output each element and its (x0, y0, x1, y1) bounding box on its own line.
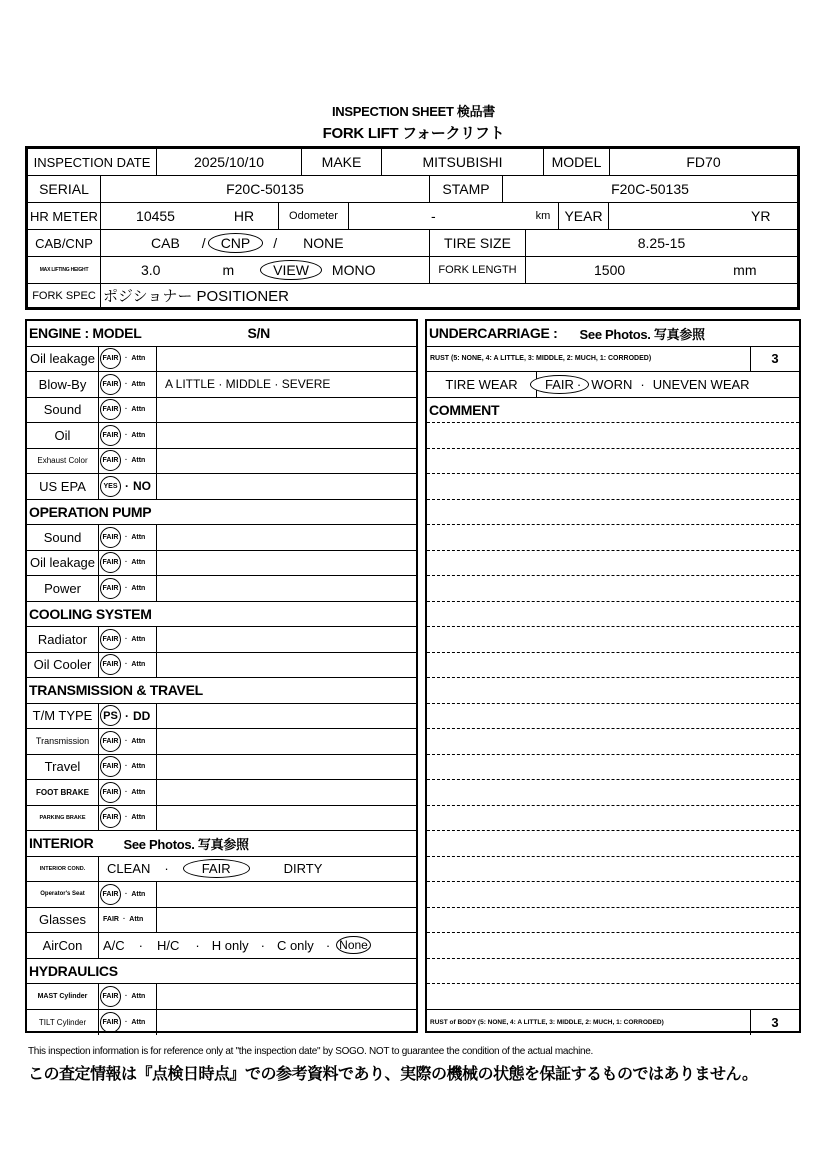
fair-option[interactable]: FAIR (103, 916, 119, 924)
disclaimer-japanese: この査定情報は『点検日時点』での参考資料であり、実際の機械の状態を保証するものではありません。 (28, 1066, 758, 1083)
row-label: INTERIOR COND. (27, 857, 99, 882)
engine-header-label: ENGINE : MODEL (29, 325, 142, 342)
comment-line-last[interactable] (427, 984, 799, 1010)
blow-by-severity-options[interactable]: A LITTLE · MIDDLE · SEVERE (165, 377, 331, 392)
tire-wear-option-worn[interactable]: WORN (591, 376, 633, 392)
odometer-value: - (348, 203, 528, 229)
comment-line[interactable] (427, 780, 799, 806)
fair-selected[interactable]: FAIR (100, 425, 121, 446)
rust-label: RUST (5: NONE, 4: A LITTLE, 3: MIDDLE, 2: MUCH, 1: CORRODED) (427, 347, 751, 372)
fair-selected[interactable]: FAIR (100, 348, 121, 369)
hydraulics-section-header: HYDRAULICS (27, 959, 416, 985)
undercarriage-label: UNDERCARRIAGE : (429, 325, 558, 342)
comment-line[interactable] (427, 551, 799, 577)
tire-size-label: TIRE SIZE (429, 230, 525, 256)
sheet-subtitle: FORK LIFT フォークリフト (322, 125, 505, 142)
row-label: Operator's Seat (27, 882, 99, 907)
fair-selected[interactable]: FAIR (100, 629, 121, 650)
comment-line[interactable] (427, 627, 799, 653)
yes-selected[interactable]: YES (100, 476, 121, 497)
hydraulics-row-mast (27, 984, 416, 1010)
fair-selected[interactable]: FAIR (100, 374, 121, 395)
fair-selected[interactable]: FAIR (100, 527, 121, 548)
fair-selected[interactable]: FAIR (100, 807, 121, 828)
comment-line[interactable] (427, 423, 799, 449)
fair-attn-choice: FAIR · Attn (99, 627, 157, 652)
attn-option[interactable]: Attn (131, 457, 146, 465)
odometer-label: Odometer (278, 203, 348, 229)
comment-line[interactable] (427, 525, 799, 551)
fair-attn-choice: FAIR · Attn (99, 449, 157, 474)
row-label: Power (27, 576, 99, 601)
fair-selected[interactable]: FAIR (100, 782, 121, 803)
row-label: Sound (27, 525, 99, 550)
trans-row-transmission (27, 729, 416, 755)
fair-attn-choice: FAIR · Attn (99, 729, 157, 754)
comment-line[interactable] (427, 857, 799, 883)
row-label: Oil (27, 423, 99, 448)
cab-separator: / (201, 235, 206, 251)
rust-body-row (427, 1010, 799, 1036)
header-row-fork-spec (28, 284, 797, 307)
fork-length-cell (525, 257, 797, 283)
attn-option[interactable]: Attn (131, 992, 146, 1000)
cooling-section-header: COOLING SYSTEM (27, 602, 416, 628)
fair-attn-choice: FAIR · Attn (99, 908, 157, 933)
fair-attn-choice: FAIR · Attn (99, 576, 157, 601)
fork-spec-value: ポジショナー POSITIONER (100, 284, 797, 307)
attn-option[interactable]: Attn (131, 559, 146, 567)
fair-selected[interactable]: FAIR (100, 450, 121, 471)
attn-option[interactable]: Attn (131, 890, 146, 898)
serial-value: F20C-50135 (100, 176, 429, 202)
engine-sn-label: S/N (247, 325, 270, 342)
cab-separator: / (273, 235, 278, 251)
pump-section-header: OPERATION PUMP (27, 500, 416, 526)
cooling-row-oil-cooler (27, 653, 416, 679)
row-detail (157, 398, 416, 423)
engine-row-oil (27, 423, 416, 449)
cab-label: CAB/CNP (35, 235, 93, 251)
interior-option-fair-selected[interactable]: FAIR (183, 859, 250, 878)
comment-line[interactable] (427, 755, 799, 781)
attn-option[interactable]: Attn (131, 406, 146, 414)
inspection-date-label: INSPECTION DATE (33, 154, 151, 170)
rust-row (427, 347, 799, 373)
attn-option[interactable]: Attn (131, 763, 146, 771)
odometer-unit: km (535, 210, 551, 222)
attn-option[interactable]: Attn (131, 814, 146, 822)
row-detail (157, 729, 416, 754)
comment-line[interactable] (427, 678, 799, 704)
attn-option[interactable]: Attn (131, 355, 146, 363)
comment-line[interactable] (427, 933, 799, 959)
row-detail (157, 347, 416, 372)
fair-selected[interactable]: FAIR (100, 578, 121, 599)
fair-selected[interactable]: FAIR (100, 884, 121, 905)
fair-attn-choice: FAIR · Attn (99, 525, 157, 550)
fair-selected[interactable]: FAIR (100, 399, 121, 420)
row-detail (157, 806, 416, 831)
interior-row-aircon (27, 933, 416, 959)
yes-no-choice: YES · NO (99, 474, 157, 499)
model-label: MODEL (543, 149, 609, 175)
tire-wear-label: TIRE WEAR (427, 372, 537, 397)
row-detail (157, 704, 416, 729)
header-row-meter (28, 203, 797, 230)
interior-option-clean[interactable]: CLEAN (107, 861, 151, 877)
attn-option[interactable]: Attn (131, 635, 146, 643)
row-label: AirCon (27, 933, 99, 958)
fair-attn-choice: FAIR · Attn (99, 347, 157, 372)
fork-spec-label: FORK SPEC (32, 289, 96, 302)
cab-option-cab[interactable]: CAB (151, 235, 180, 251)
row-label: Radiator (27, 627, 99, 652)
row-detail (157, 525, 416, 550)
header-row-date (28, 149, 797, 176)
pump-row-power (27, 576, 416, 602)
hr-unit: HR (233, 208, 255, 224)
row-label: Glasses (27, 908, 99, 933)
comment-line[interactable] (427, 449, 799, 475)
inspection-date-value: 2025/10/10 (156, 149, 301, 175)
row-detail (157, 780, 416, 805)
header-row-serial (28, 176, 797, 203)
comment-header: COMMENT (427, 398, 799, 424)
fair-attn-choice: FAIR · Attn (99, 984, 157, 1009)
interior-row-seat (27, 882, 416, 908)
aircon-option-hc[interactable]: H/C (157, 937, 180, 953)
engine-row-us-epa (27, 474, 416, 500)
cab-option-none[interactable]: NONE (303, 235, 344, 251)
no-option[interactable]: NO (133, 479, 151, 494)
aircon-option-none-selected[interactable]: None (336, 936, 371, 954)
row-label: Sound (27, 398, 99, 423)
header-row-lift (28, 257, 797, 284)
row-detail (157, 1010, 416, 1036)
attn-option[interactable]: Attn (129, 916, 144, 924)
row-label: Transmission (27, 729, 99, 754)
aircon-option-h-only[interactable]: H only (211, 937, 249, 953)
mast-option-mono[interactable]: MONO (331, 262, 376, 278)
fair-attn-choice: FAIR · Attn (99, 398, 157, 423)
fair-attn-choice: FAIR · Attn (99, 423, 157, 448)
cooling-row-radiator (27, 627, 416, 653)
row-detail (157, 882, 416, 907)
engine-section-header (27, 321, 416, 347)
transmission-section-header: TRANSMISSION & TRAVEL (27, 678, 416, 704)
tire-wear-row (427, 372, 799, 398)
tire-wear-option-uneven[interactable]: UNEVEN WEAR (652, 376, 750, 392)
fair-selected[interactable]: FAIR (100, 1012, 121, 1033)
stamp-value: F20C-50135 (502, 176, 797, 202)
year-label: YEAR (558, 203, 608, 229)
max-lift-value: 3.0 (141, 262, 161, 278)
comment-line[interactable] (427, 474, 799, 500)
comment-line[interactable] (427, 653, 799, 679)
row-label: Travel (27, 755, 99, 780)
engine-row-blow-by (27, 372, 416, 398)
row-detail (157, 908, 416, 933)
dd-option[interactable]: DD (133, 708, 151, 723)
undercarriage-section-header (427, 321, 799, 347)
row-label: Oil Cooler (27, 653, 99, 678)
comment-line[interactable] (427, 831, 799, 857)
max-lift-unit: m (222, 262, 235, 278)
attn-option[interactable]: Attn (131, 737, 146, 745)
fair-attn-choice: FAIR · Attn (99, 780, 157, 805)
row-label: Oil leakage (27, 347, 99, 372)
interior-cond-options: CLEAN · FAIR DIRTY (107, 861, 323, 877)
comment-line[interactable] (427, 602, 799, 628)
hr-meter-label: HR METER (30, 208, 98, 224)
right-panel (425, 319, 801, 1033)
make-label: MAKE (301, 149, 381, 175)
row-detail (157, 474, 416, 499)
attn-option[interactable]: Attn (131, 661, 146, 669)
row-label: PARKING BRAKE (27, 806, 99, 831)
row-label: Exhaust Color (27, 449, 99, 474)
aircon-option-c-only[interactable]: C only (276, 937, 314, 953)
make-value: MITSUBISHI (381, 149, 543, 175)
attn-option[interactable]: Attn (131, 1018, 146, 1026)
cab-option-cnp-selected[interactable]: CNP (208, 233, 264, 253)
mast-option-view-selected[interactable]: VIEW (260, 260, 322, 280)
row-label: TILT Cylinder (27, 1010, 99, 1036)
pump-row-sound (27, 525, 416, 551)
row-detail (157, 449, 416, 474)
row-label: Blow-By (27, 372, 99, 397)
fair-selected[interactable]: FAIR (100, 654, 121, 675)
tire-size-value: 8.25-15 (525, 230, 797, 256)
ps-selected[interactable]: PS (100, 705, 121, 726)
max-lift-label: MAX LIFTING HEIGHT (39, 267, 89, 273)
row-detail (157, 755, 416, 780)
fair-attn-choice: FAIR · Attn (99, 755, 157, 780)
row-detail (157, 551, 416, 576)
row-label: FOOT BRAKE (27, 780, 99, 805)
sheet-title: INSPECTION SHEET 検品書 (331, 104, 496, 119)
year-value (608, 203, 797, 229)
interior-row-cond (27, 857, 416, 883)
fair-selected[interactable]: FAIR (100, 552, 121, 573)
max-lift-options (100, 257, 429, 283)
comment-line[interactable] (427, 806, 799, 832)
engine-row-exhaust-color (27, 449, 416, 475)
row-detail (157, 423, 416, 448)
interior-option-dirty[interactable]: DIRTY (283, 861, 323, 877)
row-label: Oil leakage (27, 551, 99, 576)
comment-line[interactable] (427, 908, 799, 934)
row-detail (157, 984, 416, 1009)
fair-attn-choice: FAIR · Attn (99, 1010, 157, 1036)
header-table (25, 146, 800, 310)
rust-value[interactable]: 3 (771, 351, 779, 367)
trans-row-foot-brake (27, 780, 416, 806)
row-detail (157, 653, 416, 678)
row-label: MAST Cylinder (27, 984, 99, 1009)
attn-option[interactable]: Attn (131, 431, 146, 439)
year-unit: YR (751, 208, 771, 224)
serial-label: SERIAL (39, 181, 89, 197)
fork-length-value: 1500 (594, 262, 626, 278)
fair-selected[interactable]: FAIR (100, 731, 121, 752)
comment-line[interactable] (427, 729, 799, 755)
fair-selected[interactable]: FAIR (100, 986, 121, 1007)
comment-line[interactable] (427, 704, 799, 730)
aircon-options: A/C · H/C · H only · C only · None (99, 933, 416, 958)
interior-header-label: INTERIOR (29, 835, 94, 852)
engine-row-sound (27, 398, 416, 424)
aircon-option-ac[interactable]: A/C (103, 937, 125, 953)
hr-meter-value: 10455 (100, 203, 210, 229)
hydraulics-row-tilt (27, 1010, 416, 1036)
fair-attn-choice: FAIR · Attn (99, 806, 157, 831)
comment-line[interactable] (427, 959, 799, 985)
disclaimer-english: This inspection information is for reference only at "the inspection date" by SOGO. NOT to guarantee the condition of the actual machine. (28, 1046, 594, 1057)
tire-wear-options: FAIR · WORN · UNEVEN WEAR (530, 372, 799, 397)
fair-attn-choice: FAIR · Attn (99, 551, 157, 576)
interior-section-header (27, 831, 416, 857)
attn-option[interactable]: Attn (131, 584, 146, 592)
interior-note: See Photos. 写真参照 (123, 836, 249, 852)
row-label: US EPA (27, 474, 99, 499)
engine-row-oil-leakage (27, 347, 416, 373)
row-detail (157, 627, 416, 652)
rust-body-value[interactable]: 3 (771, 1014, 779, 1030)
left-panel (25, 319, 418, 1033)
model-value: FD70 (609, 149, 797, 175)
comment-line[interactable] (427, 882, 799, 908)
fair-attn-choice: FAIR · Attn (99, 372, 157, 397)
trans-row-tm-type (27, 704, 416, 730)
trans-row-travel (27, 755, 416, 781)
attn-option[interactable]: Attn (131, 380, 146, 388)
undercarriage-note: See Photos. 写真参照 (579, 326, 705, 342)
rust-body-label: RUST of BODY (5: NONE, 4: A LITTLE, 3: MIDDLE, 2: MUCH, 1: CORRODED) (427, 1010, 751, 1036)
cab-options (100, 230, 429, 256)
fair-attn-choice: FAIR · Attn (99, 653, 157, 678)
fork-length-unit: mm (733, 262, 757, 278)
tire-wear-option-fair-selected[interactable]: FAIR (530, 375, 589, 394)
comment-line[interactable] (427, 576, 799, 602)
trans-row-parking-brake (27, 806, 416, 832)
attn-option[interactable]: Attn (131, 788, 146, 796)
header-row-cab (28, 230, 797, 257)
interior-row-glasses (27, 908, 416, 934)
pump-row-oil-leakage (27, 551, 416, 577)
row-label: T/M TYPE (27, 704, 99, 729)
row-detail (157, 576, 416, 601)
attn-option[interactable]: Attn (131, 533, 146, 541)
stamp-label: STAMP (429, 176, 502, 202)
comment-line[interactable] (427, 500, 799, 526)
fork-length-label: FORK LENGTH (429, 257, 525, 283)
fair-selected[interactable]: FAIR (100, 756, 121, 777)
ps-dd-choice: PS · DD (99, 704, 157, 729)
fair-attn-choice: FAIR · Attn (99, 882, 157, 907)
